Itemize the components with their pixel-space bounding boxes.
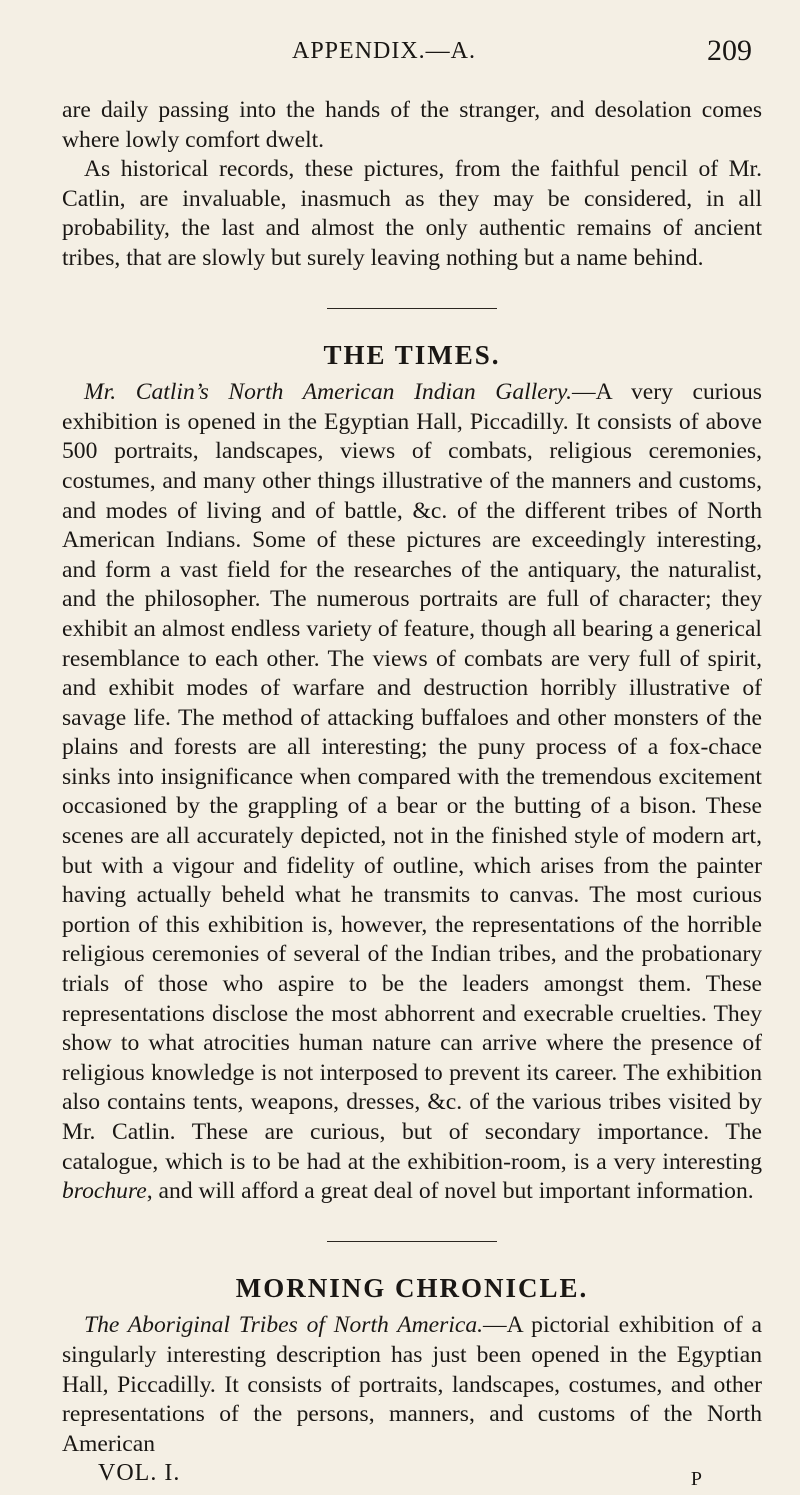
page-number: 209 [707, 34, 752, 67]
morning-chronicle-paragraph [62, 1311, 762, 1459]
section-divider [327, 308, 497, 309]
section-heading-times: THE TIMES. [323, 339, 501, 370]
historical-records-paragraph: As historical records, these pictures, from the faithful pencil of Mr. Catlin, are invaluable, inasmuch as they may be considered, in all probability, the last and almost the only authentic remains of ancient tribes, that are slowly but surely leaving nothing but a name behind. [62, 156, 762, 271]
section-divider [327, 1241, 497, 1242]
times-lead-title: Mr. Catlin’s North American Indian Gallery. [84, 379, 572, 406]
morning-chronicle-lead-title: The Aboriginal Tribes of North America. [84, 1312, 484, 1339]
volume-mark: VOL. I. [98, 1460, 181, 1487]
signature-mark: P [690, 1468, 702, 1491]
times-paragraph [62, 378, 762, 1207]
times-text: —A very curious exhibition is opened in the Egyptian Hall, Piccadilly. It consists of above 500 portraits, landscapes, views of combats, religious ceremonies, costumes, and many other things illustrative of the manners and customs, and modes of living and of battle, &c. of the different tribes of North American Indians. Some of these pictures are exceedingly interesting, and form a vast field for the researches of the antiquary, the naturalist, and the philosopher. The numerous portraits are full of character; they exhibit an almost endless variety of feature, though all bearing a generical resemblance to each other. The views of combats are very full of spirit, and exhibit modes of warfare and destruction horribly illustrative of savage life. The method of attacking buffaloes and other monsters of the plains and forests are all interesting; the puny process of a fox-chace sinks into insignificance when compared with the tremendous excitement occasioned by the grappling of a bear or the butting of a bison. These scenes are all accurately depicted, not in the finished style of modern art, but with a vigour and fidelity of outline, which arises from the painter having actually beheld what he transmits to canvas. The most curious portion of this exhibition is, however, the representations of the horrible religious ceremonies of several of the Indian tribes, and the probationary trials of those who aspire to be the leaders amongst them. These representations disclose the most abhorrent and execrable cruelties. They show to what atrocities human nature can arrive where the presence of religious knowledge is not interposed to prevent its career. The exhibition also contains tents, weapons, dresses, &c. of the various tribes visited by Mr. Catlin. These are curious, but of secondary importance. The catalogue, which is to be had at the exhibition-room, is a very interesting [62, 379, 762, 1175]
morning-chronicle-text: —A pictorial exhibition of a singularly interesting description has just been opened in the Egyptian Hall, Piccadilly. It consists of portraits, landscapes, costumes, and other representations of the persons, manners, and customs of the North American [62, 1312, 762, 1457]
signature-line [62, 1459, 762, 1489]
times-italic-word: brochure [62, 1178, 147, 1205]
continuation-paragraph: are daily passing into the hands of the stranger, and desolation comes where lowly comfort dwelt. [62, 97, 762, 153]
running-head [0, 34, 800, 74]
running-title: APPENDIX.—A. [292, 38, 477, 64]
body-text [62, 96, 762, 1489]
section-heading-morning-chronicle: MORNING CHRONICLE. [235, 1272, 589, 1303]
times-text-end: , and will afford a great deal of novel but important information. [146, 1178, 754, 1205]
